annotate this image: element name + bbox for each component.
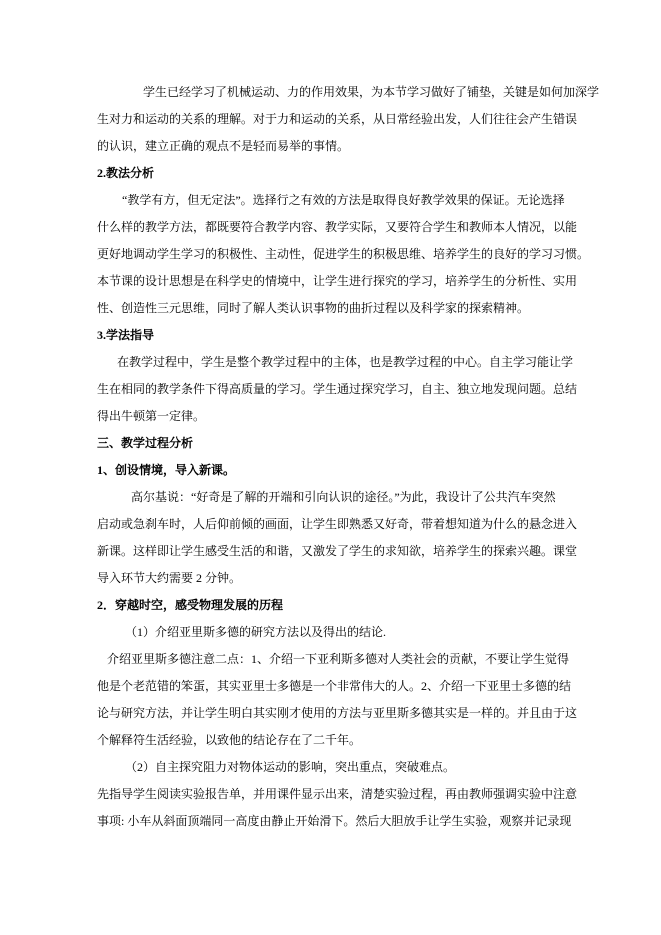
text-line: （2）自主探究阻力对物体运动的影响，突出重点，突破难点。 xyxy=(125,760,456,774)
text-line: 更好地调动学生学习的积极性、主动性，促进学生的积极思维、培养学生的良好的学习习惯。 xyxy=(97,247,590,261)
section-heading xyxy=(97,430,577,457)
text-line: 2．穿越时空，感受物理发展的历程 xyxy=(97,598,284,612)
text-line: 生在相同的教学条件下得高质量的学习。学生通过探究学习，自主、独立地发现问题。总结 xyxy=(97,382,578,396)
paragraph xyxy=(97,619,577,646)
text-line: “教学有方，但无定法”。选择行之有效的方法是取得良好教学效果的保证。无论选择 xyxy=(122,193,565,207)
text-line: 的认识，建立正确的观点不是轻而易举的事情。 xyxy=(97,139,350,153)
document-content xyxy=(97,79,600,835)
text-line: 3.学法指导 xyxy=(97,328,155,342)
text-line: 2.教法分析 xyxy=(97,166,155,180)
paragraph xyxy=(97,484,577,592)
text-line: 论与研究方法，并让学生明白其实刚才使用的方法与亚里斯多德其实是一样的。并且由于这 xyxy=(97,706,578,720)
text-line: 性、创造性三元思维，同时了解人类认识事物的曲折过程以及科学家的探索精神。 xyxy=(97,301,530,315)
paragraph xyxy=(97,646,577,754)
section-heading xyxy=(97,322,577,349)
text-line: 导入环节大约需要 2 分钟。 xyxy=(97,571,242,585)
text-line: 得出牛顿第一定律。 xyxy=(97,409,206,423)
paragraph xyxy=(97,781,577,835)
text-line: 生对力和运动的关系的理解。对于力和运动的关系，从日常经验出发，人们往往会产生错误 xyxy=(97,112,578,126)
paragraph xyxy=(97,349,577,430)
text-line: 在教学过程中，学生是整个教学过程中的主体，也是教学过程的中心。自主学习能让学 xyxy=(117,355,574,369)
section-heading xyxy=(97,160,577,187)
text-line: 什么样的教学方法，都既要符合教学内容、教学实际，又要符合学生和教师本人情况，以能 xyxy=(97,220,578,234)
text-line: 高尔基说：“好奇是了解的开端和引向认识的途径。”为此，我设计了公共汽车突然 xyxy=(131,490,556,504)
text-line: 1、创设情境，导入新课。 xyxy=(97,463,236,477)
text-line: 先指导学生阅读实验报告单，并用课件显示出来，清楚实验过程，再由教师强调实验中注意 xyxy=(97,787,578,801)
text-line: 他是个老范错的笨蛋，其实亚里士多德是一个非常伟大的人。2、介绍一下亚里士多德的结 xyxy=(97,679,572,693)
text-line: 启动或急刹车时，人后仰前倾的画面，让学生即熟悉又好奇，带着想知道为什么的悬念进入 xyxy=(97,517,578,531)
text-line: 介绍亚里斯多德注意二点：1、介绍一下亚利斯多德对人类社会的贡献，不要让学生觉得 xyxy=(107,652,570,666)
text-line: 事项: 小车从斜面顶端同一高度由静止开始滑下。然后大胆放手让学生实验，观察并记录现 xyxy=(97,814,572,828)
text-line: 三、教学过程分析 xyxy=(97,436,194,450)
text-line: （1）介绍亚里斯多德的研究方法以及得出的结论. xyxy=(125,625,387,639)
text-line: 本节课的设计思想是在科学史的情境中，让学生进行探究的学习，培养学生的分析性、实用 xyxy=(97,274,578,288)
section-heading xyxy=(97,592,577,619)
paragraph xyxy=(97,187,590,322)
text-line: 个解释符生活经验，以致他的结论存在了二千年。 xyxy=(97,733,362,747)
paragraph xyxy=(97,754,577,781)
text-line: 学生已经学习了机械运动、力的作用效果，为本节学习做好了铺垫，关键是如何加深学 xyxy=(143,85,600,99)
text-line: 新课。这样即让学生感受生活的和谐，又激发了学生的求知欲，培养学生的探索兴趣。课堂 xyxy=(97,544,578,558)
section-heading xyxy=(97,457,577,484)
paragraph xyxy=(97,79,600,160)
